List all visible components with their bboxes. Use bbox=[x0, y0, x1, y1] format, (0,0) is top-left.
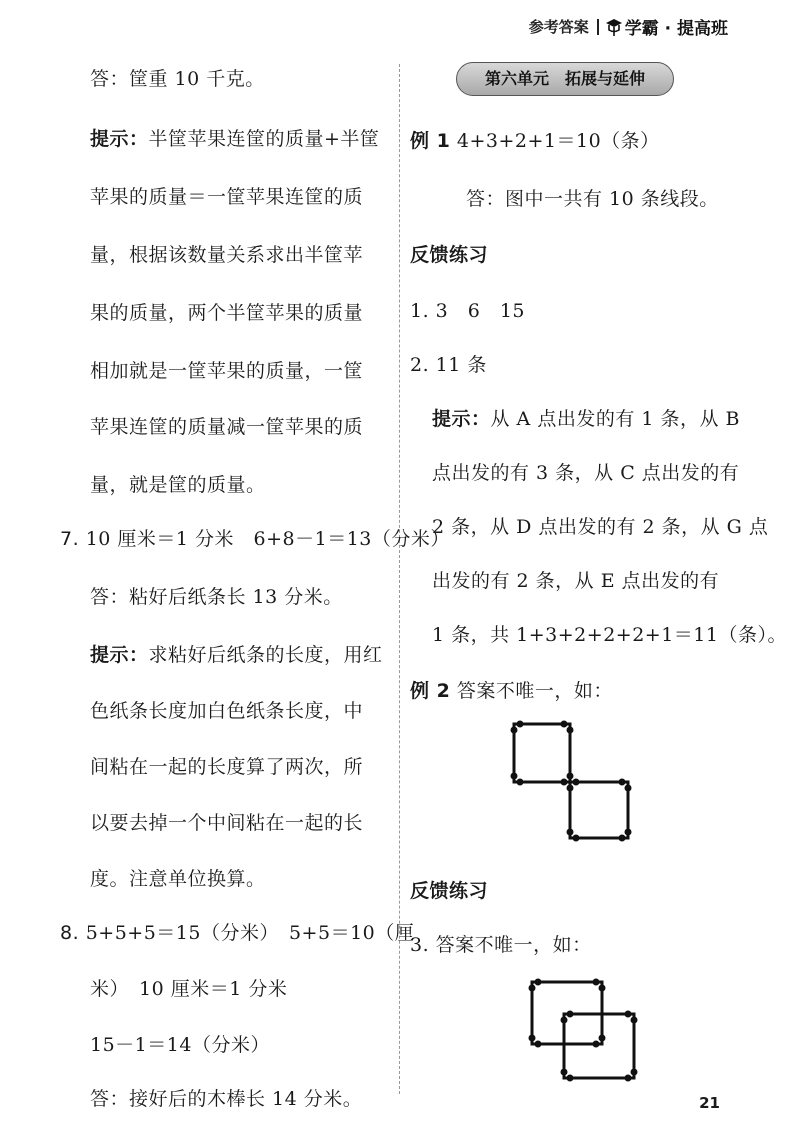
hint-text: 从 A 点出发的有 1 条，从 B bbox=[490, 408, 740, 430]
feedback-heading: 反馈练习 bbox=[410, 880, 489, 902]
matchstick-figure-example-2 bbox=[500, 712, 650, 852]
question-1: 1. 3 6 15 bbox=[410, 300, 526, 322]
question-text: 10 厘米＝1 分米 6+8－1＝13（分米） bbox=[85, 528, 450, 550]
header-divider bbox=[597, 19, 599, 35]
text-line: 2 条，从 D 点出发的有 2 条，从 G 点 bbox=[432, 516, 769, 538]
answer-line: 答：粘好后纸条长 13 分米。 bbox=[90, 586, 343, 608]
page-number: 21 bbox=[699, 1094, 720, 1112]
header-brand: 学霸 · 提高班 bbox=[624, 19, 728, 39]
hint-block bbox=[90, 640, 383, 667]
question-7 bbox=[60, 524, 450, 551]
example-1 bbox=[410, 126, 660, 153]
example-label: 例 2 bbox=[410, 680, 451, 702]
text-line: 15－1＝14（分米） bbox=[90, 1034, 270, 1056]
feedback-heading: 反馈练习 bbox=[410, 244, 489, 266]
unit-title: 第六单元 拓展与延伸 bbox=[456, 62, 674, 96]
hint-text: 半筐苹果连筐的质量+半筐 bbox=[148, 128, 380, 150]
answer-line: 答：图中一共有 10 条线段。 bbox=[466, 188, 719, 210]
question-2: 2. 11 条 bbox=[410, 354, 487, 376]
example-equation: 4+3+2+1＝10（条） bbox=[456, 130, 660, 152]
answer-line: 答：接好后的木棒长 14 分米。 bbox=[90, 1088, 363, 1110]
example-label: 例 1 bbox=[410, 130, 451, 152]
text-line: 苹果的质量＝一筐苹果连筐的质 bbox=[90, 186, 364, 208]
hint-block bbox=[90, 124, 379, 151]
text-line: 量，根据该数量关系求出半筐苹 bbox=[90, 244, 364, 266]
text-line: 以要去掉一个中间粘在一起的长 bbox=[90, 812, 364, 834]
question-3: 3. 答案不唯一，如： bbox=[410, 934, 592, 956]
text-line: 米） 10 厘米＝1 分米 bbox=[90, 978, 288, 1000]
text-line: 点出发的有 3 条，从 C 点出发的有 bbox=[432, 462, 740, 484]
text-line: 苹果连筐的质量减一筐苹果的质 bbox=[90, 416, 364, 438]
text-line: 1 条，共 1+3+2+2+2+1＝11（条）。 bbox=[432, 624, 787, 646]
text-line: 量，就是筐的质量。 bbox=[90, 474, 266, 496]
hint-label: 提示： bbox=[90, 128, 149, 150]
header-reference-label: 参考答案 bbox=[528, 18, 589, 36]
hint-text: 求粘好后纸条的长度，用红 bbox=[148, 644, 383, 666]
question-number: 7. bbox=[60, 528, 80, 550]
text-line: 间粘在一起的长度算了两次，所 bbox=[90, 756, 364, 778]
hint-label: 提示： bbox=[90, 644, 149, 666]
text-line: 相加就是一筐苹果的质量，一筐 bbox=[90, 360, 364, 382]
text-line: 色纸条长度加白色纸条长度，中 bbox=[90, 700, 364, 722]
text-line: 果的质量，两个半筐苹果的质量 bbox=[90, 302, 364, 324]
graduation-cap-icon bbox=[605, 17, 623, 37]
example-2 bbox=[410, 676, 613, 703]
text-line: 度。注意单位换算。 bbox=[90, 868, 266, 890]
question-8 bbox=[60, 918, 414, 945]
hint-label: 提示： bbox=[432, 408, 491, 430]
question-number: 8. bbox=[60, 922, 80, 944]
question-text: 5+5+5＝15（分米） 5+5＝10（厘 bbox=[85, 922, 415, 944]
example-text: 答案不唯一，如： bbox=[456, 680, 613, 702]
page-header bbox=[529, 14, 728, 39]
hint-block bbox=[432, 404, 740, 431]
text-line: 出发的有 2 条，从 E 点出发的有 bbox=[432, 570, 720, 592]
matchstick-figure-question-3 bbox=[518, 970, 648, 1090]
answer-line: 答：筐重 10 千克。 bbox=[90, 68, 265, 90]
